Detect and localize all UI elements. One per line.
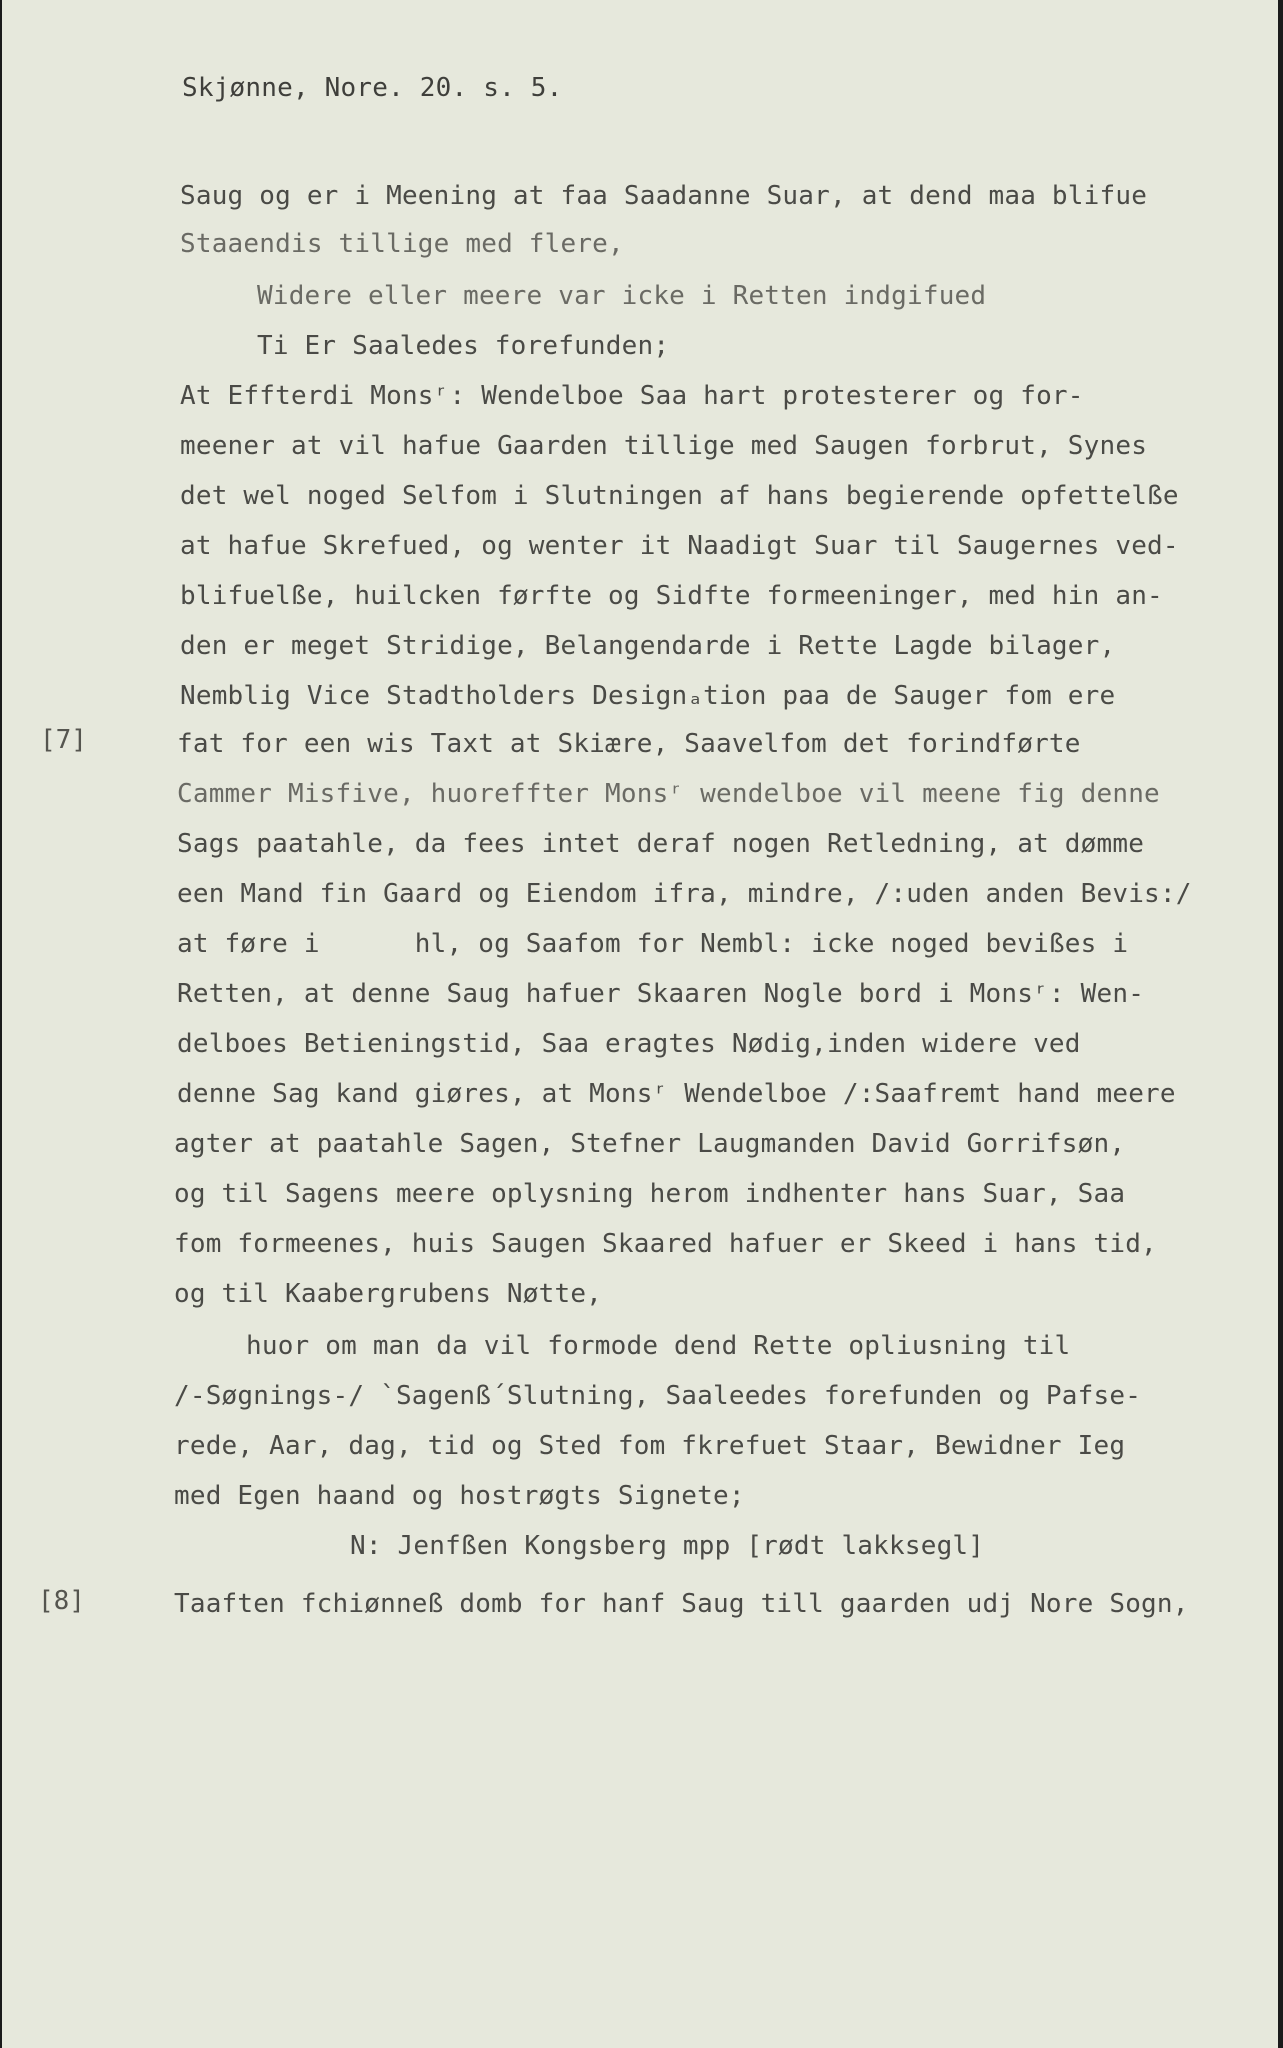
text-line-12: fat for een wis Taxt at Skiære, Saavelfom det forindførte: [177, 729, 1081, 759]
text-line-15: een Mand fin Gaard og Eiendom ifra, mindre, /:uden anden Bevis:/: [177, 879, 1192, 909]
text-line-18: delboes Betieningstid, Saa eragtes Nødig,inden widere ved: [177, 1029, 1081, 1059]
text-line-16: at føre i hl, og Saafom for Nembl: icke noged bevißes i: [177, 929, 1129, 959]
text-line-9: blifuelße, huilcken førfte og Sidfte formeeninger, med hin an-: [180, 581, 1163, 611]
page-header: Skjønne, Nore. 20. s. 5.: [182, 73, 563, 103]
text-line-24: huor om man da vil formode dend Rette opliusning til: [246, 1331, 1071, 1361]
text-line-3: Widere eller meere var icke i Retten indgifued: [257, 281, 987, 311]
text-line-27: med Egen haand og hostrøgts Signete;: [174, 1481, 745, 1511]
text-line-2: Staaendis tillige med flere,: [180, 229, 624, 259]
text-line-29: Taaften fchiønneß domb for hanf Saug till gaarden udj Nore Sogn,: [174, 1589, 1189, 1619]
text-line-5: At Effterdi Monsʳ: Wendelboe Saa hart protesterer og for-: [180, 381, 1084, 411]
signature-line: N: Jenfßen Kongsberg mpp [rødt lakksegl]: [350, 1531, 985, 1561]
text-line-25: /-Søgnings-/ `Sagenß´Slutning, Saaleedes forefunden og Pafse-: [174, 1381, 1142, 1411]
text-line-7: det wel noged Selfom i Slutningen af hans begierende opfettelße: [180, 481, 1179, 511]
margin-note-8: [8]: [38, 1586, 85, 1616]
text-line-26: rede, Aar, dag, tid og Sted fom fkrefuet Staar, Bewidner Ieg: [174, 1431, 1126, 1461]
text-line-19: denne Sag kand giøres, at Monsʳ Wendelboe /:Saafremt hand meere: [177, 1079, 1176, 1109]
text-line-23: og til Kaabergrubens Nøtte,: [174, 1279, 603, 1309]
text-line-8: at hafue Skrefued, og wenter it Naadigt Suar til Saugernes ved-: [180, 531, 1179, 561]
text-line-6: meener at vil hafue Gaarden tillige med Saugen forbrut, Synes: [180, 431, 1148, 461]
margin-note-7: [7]: [40, 725, 87, 755]
text-line-14: Sags paatahle, da fees intet deraf nogen Retledning, at dømme: [177, 829, 1145, 859]
text-line-21: og til Sagens meere oplysning herom indhenter hans Suar, Saa: [174, 1179, 1126, 1209]
text-line-11: Nemblig Vice Stadtholders Designₐtion paa de Sauger fom ere: [180, 681, 1116, 711]
text-line-17: Retten, at denne Saug hafuer Skaaren Nogle bord i Monsʳ: Wen-: [177, 979, 1145, 1009]
text-line-10: den er meget Stridige, Belangendarde i Rette Lagde bilager,: [180, 631, 1116, 661]
text-line-1: Saug og er i Meening at faa Saadanne Suar, at dend maa blifue: [180, 181, 1148, 211]
text-line-22: fom formeenes, huis Saugen Skaared hafuer er Skeed i hans tid,: [174, 1229, 1157, 1259]
text-line-20: agter at paatahle Sagen, Stefner Laugmanden David Gorrifsøn,: [174, 1129, 1126, 1159]
document-page: [2, 0, 1278, 2048]
text-line-13: Cammer Misfive, huoreffter Monsʳ wendelboe vil meene fig denne: [177, 779, 1160, 809]
text-line-4: Ti Er Saaledes forefunden;: [257, 331, 670, 361]
